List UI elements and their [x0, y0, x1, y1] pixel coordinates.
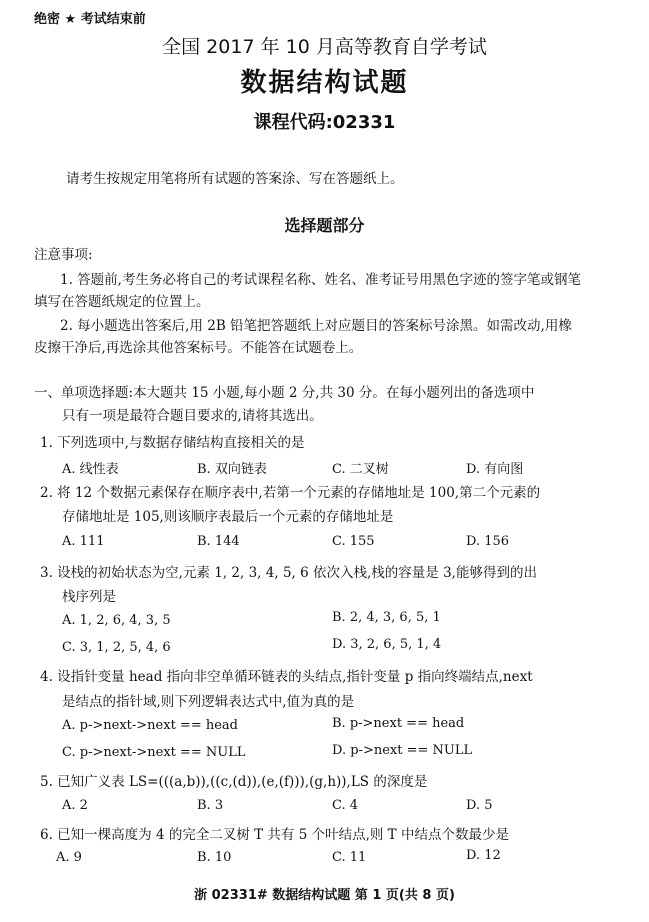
question-3-option-c: C. 3, 1, 2, 5, 4, 6	[62, 640, 171, 655]
note-2-line-1: 2. 每小题选出答案后,用 2B 铅笔把答题纸上对应题目的答案标号涂黑。如需改动,用橡	[60, 318, 572, 334]
question-5-option-d: D. 5	[466, 798, 493, 813]
question-6-text: 6. 已知一棵高度为 4 的完全二叉树 T 共有 5 个叶结点,则 T 中结点个数最少是	[40, 827, 509, 843]
question-4-option-c: C. p->next->next == NULL	[62, 745, 246, 760]
question-6-option-a: A. 9	[56, 850, 82, 865]
exam-title: 全国 2017 年 10 月高等教育自学考试	[162, 36, 487, 58]
note-2-line-2: 皮擦干净后,再选涂其他答案标号。不能答在试题卷上。	[34, 340, 363, 356]
page-footer: 浙 02331# 数据结构试题 第 1 页(共 8 页)	[194, 888, 455, 903]
question-4-text-line-1: 4. 设指针变量 head 指向非空单循环链表的头结点,指针变量 p 指向终端结点,next	[40, 669, 533, 685]
confidential-label: 绝密 ★ 考试结束前	[34, 12, 146, 27]
question-2-text-line-1: 2. 将 12 个数据元素保存在顺序表中,若第一个元素的存储地址是 100,第二个元素的	[40, 485, 541, 501]
question-1-option-b: B. 双向链表	[197, 462, 267, 477]
question-1-text: 1. 下列选项中,与数据存储结构直接相关的是	[40, 435, 305, 451]
question-6-option-b: B. 10	[197, 850, 232, 865]
question-6-option-d: D. 12	[466, 848, 501, 863]
question-3-text-line-1: 3. 设栈的初始状态为空,元素 1, 2, 3, 4, 5, 6 依次入栈,栈的容量是 3,能够得到的出	[40, 565, 537, 581]
notes-heading: 注意事项:	[34, 247, 93, 263]
part-1-instruction-line-2: 只有一项是最符合题目要求的,请将其选出。	[62, 408, 323, 424]
question-4-option-a: A. p->next->next == head	[62, 718, 238, 733]
answer-instruction: 请考生按规定用笔将所有试题的答案涂、写在答题纸上。	[66, 171, 404, 187]
question-1-option-c: C. 二叉树	[332, 462, 389, 477]
question-2-option-a: A. 111	[62, 534, 105, 549]
question-5-text: 5. 已知广义表 LS=(((a,b)),((c,(d)),(e,(f))),(g,h)),LS 的深度是	[40, 774, 428, 790]
question-5-option-c: C. 4	[332, 798, 359, 813]
question-4-text-line-2: 是结点的指针域,则下列逻辑表达式中,值为真的是	[62, 694, 355, 710]
note-1-line-2: 填写在答题纸规定的位置上。	[34, 294, 210, 310]
question-3-text-line-2: 栈序列是	[62, 589, 116, 605]
question-2-option-b: B. 144	[197, 534, 240, 549]
question-6-option-c: C. 11	[332, 850, 367, 865]
question-1-option-a: A. 线性表	[62, 462, 119, 477]
question-2-text-line-2: 存储地址是 105,则该顺序表最后一个元素的存储地址是	[62, 509, 394, 525]
question-3-option-b: B. 2, 4, 3, 6, 5, 1	[332, 610, 441, 625]
note-1-line-1: 1. 答题前,考生务必将自己的考试课程名称、姓名、准考证号用黑色字迹的签字笔或钢笔	[60, 272, 581, 288]
question-4-option-b: B. p->next == head	[332, 716, 465, 731]
question-5-option-b: B. 3	[197, 798, 224, 813]
question-4-option-d: D. p->next == NULL	[332, 743, 473, 758]
question-2-option-c: C. 155	[332, 534, 375, 549]
question-3-option-a: A. 1, 2, 6, 4, 3, 5	[62, 613, 171, 628]
question-5-option-a: A. 2	[62, 798, 88, 813]
question-3-option-d: D. 3, 2, 6, 5, 1, 4	[332, 637, 442, 652]
part-1-instruction-line-1: 一、单项选择题:本大题共 15 小题,每小题 2 分,共 30 分。在每小题列出的备选项中	[34, 385, 535, 401]
subject-title: 数据结构试题	[240, 68, 409, 98]
question-1-option-d: D. 有向图	[466, 462, 524, 477]
course-code: 课程代码:02331	[253, 112, 396, 133]
section-title: 选择题部分	[284, 216, 365, 235]
question-2-option-d: D. 156	[466, 534, 510, 549]
